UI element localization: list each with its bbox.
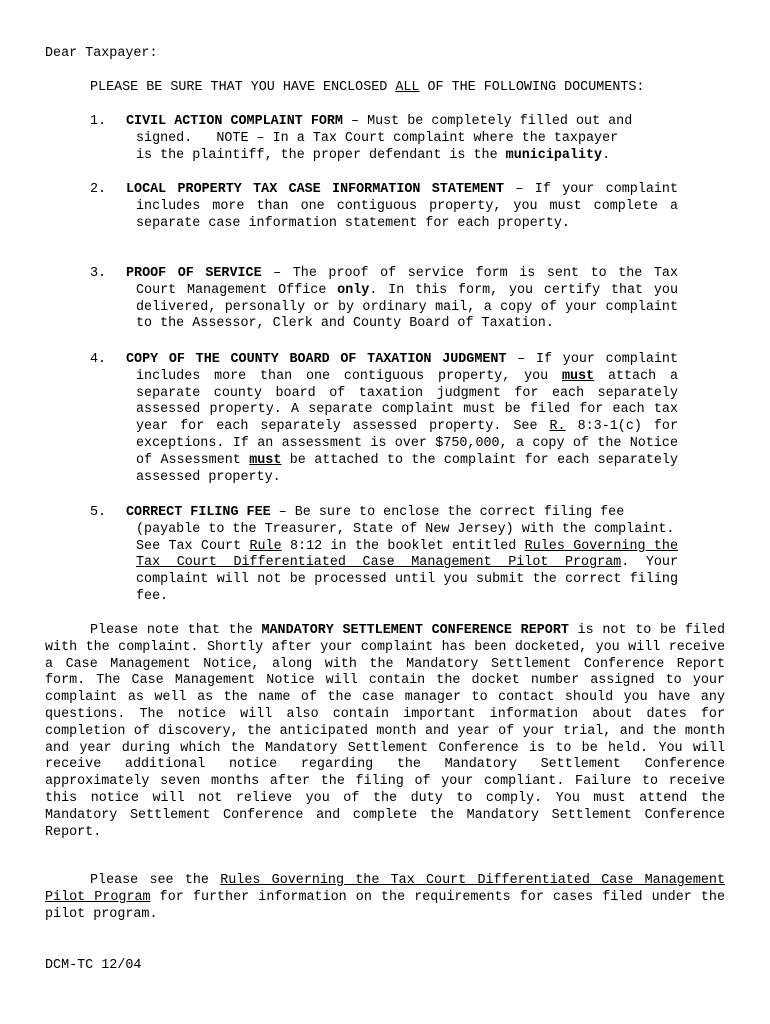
rules-paragraph: Please see the Rules Governing the Tax Court Differentiated Case Management Pilot Program for further information on the requirements for cases filed under the pilot program. (45, 873, 726, 922)
rule-reference: Rule (249, 538, 282, 554)
rule-reference: R. (549, 419, 566, 435)
booklet-title: Rules Governing the Tax Court Differentiated Case Management Pilot Program (136, 538, 679, 571)
item-text: CORRECT FILING FEE – Be sure to enclose the correct filing fee (payable to the Treasurer, State of New Jersey) with the complaint. See Tax Court Rule 8:12 in the booklet entitled Rules Governing the Tax Court Differentiated Case Management Pilot Program. Your complaint will not be processed until you submit the correct filing fee. (126, 505, 679, 604)
municipality-term: municipality (505, 147, 603, 163)
only-term: only (337, 282, 370, 298)
item-heading: CORRECT FILING FEE (126, 505, 271, 520)
item-number: 4. (90, 352, 107, 367)
intro-after: OF THE FOLLOWING DOCUMENTS: (419, 80, 645, 95)
item-heading: COPY OF THE COUNTY BOARD OF TAXATION JUDGMENT (126, 352, 507, 367)
item-heading: LOCAL PROPERTY TAX CASE INFORMATION STATEMENT (126, 182, 505, 197)
greeting: Dear Taxpayer: (45, 46, 158, 61)
item-text: CIVIL ACTION COMPLAINT FORM – Must be completely filled out and signed. NOTE – In a Tax Court complaint where the taxpayer is the plaintiff, the proper defendant is the municipality. (126, 114, 633, 163)
item-number: 5. (90, 505, 107, 520)
item-number: 3. (90, 266, 107, 281)
item-text: PROOF OF SERVICE – The proof of service form is sent to the Tax Court Management Office only. In this form, you certify that you delivered, personally or by ordinary mail, a copy of your complaint to the Assessor, Clerk and County Board of Taxation. (126, 266, 678, 332)
intro-before: PLEASE BE SURE THAT YOU HAVE ENCLOSED (90, 80, 396, 95)
form-code: DCM-TC 12/04 (45, 958, 142, 973)
must-term: must (249, 452, 282, 468)
settlement-paragraph: Please note that the MANDATORY SETTLEMENT CONFERENCE REPORT is not to be filed with the complaint. Shortly after your complaint has been docketed, you will receive a Case Management Notice, along with the Mandatory Settlement Conference Report form. The Case Management Notice will contain the docket number assigned to your complaint as well as the name of the case manager to contact should you have any questions. The notice will also contain important information about dates for completion of discovery, the anticipated month and year of your trial, and the month and year during which the Mandatory Settlement Conference is to be held. You will receive additional notice regarding the Mandatory Settlement Conference approximately seven months after the filing of your compliant. Failure to receive this notice will not relieve you of the duty to comply. You must attend the Mandatory Settlement Conference and complete the Mandatory Settlement Conference Report. (45, 623, 726, 840)
item-heading: CIVIL ACTION COMPLAINT FORM (126, 114, 343, 129)
item-text: LOCAL PROPERTY TAX CASE INFORMATION STATEMENT – If your complaint includes more than one contiguous property, you must complete a separate case information statement for each property. (126, 182, 678, 231)
item-text: COPY OF THE COUNTY BOARD OF TAXATION JUDGMENT – If your complaint includes more than one contiguous property, you must attach a separate county board of taxation judgment for each separately assessed property. A separate complaint must be filed for each tax year for each separately assessed property. See R. 8:3-1(c) for exceptions. If an assessment is over $750,000, a copy of the Notice of Assessment must be attached to the complaint for each separately assessed property. (126, 352, 679, 485)
item-heading: PROOF OF SERVICE (126, 266, 262, 281)
rules-booklet-title: Rules Governing the Tax Court Differentiated Case Management Pilot Program (45, 873, 725, 905)
must-term: must (562, 368, 595, 384)
intro-line (90, 80, 644, 97)
item-number: 1. (90, 114, 107, 129)
item-number: 2. (90, 182, 107, 197)
settlement-report-term: MANDATORY SETTLEMENT CONFERENCE REPORT (261, 623, 569, 638)
intro-emphasis: ALL (395, 80, 420, 95)
